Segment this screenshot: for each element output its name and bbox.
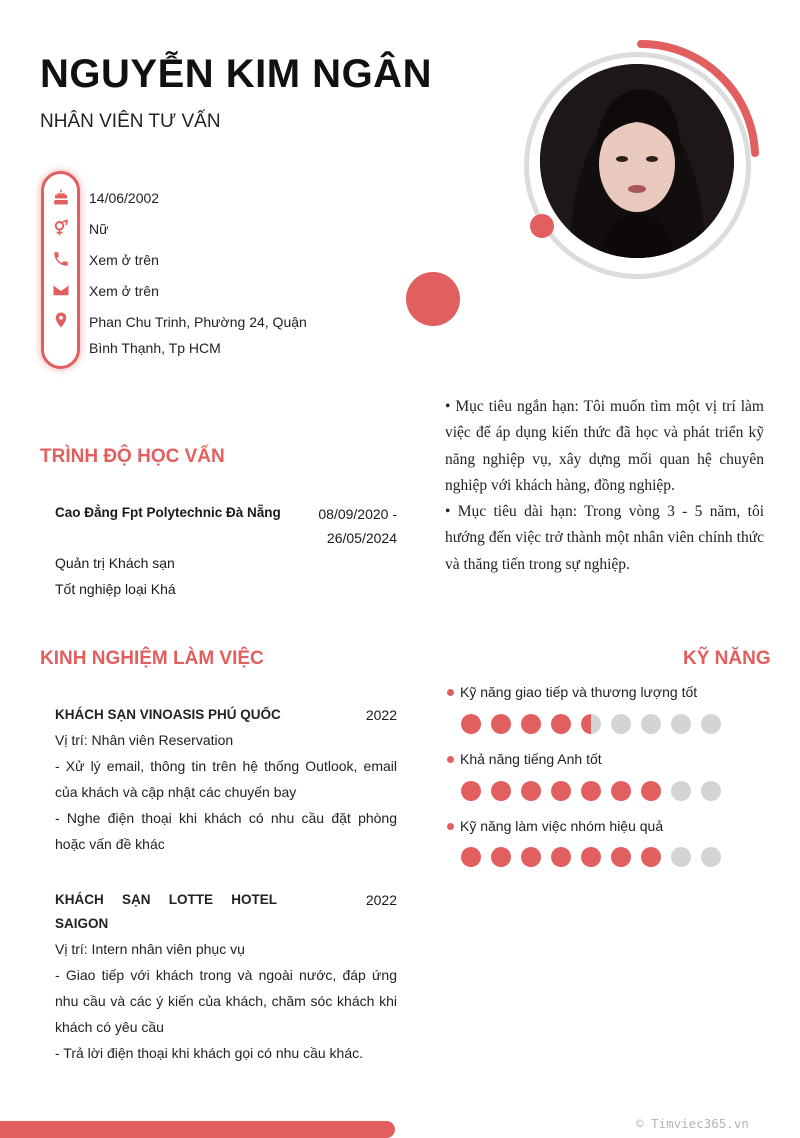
job-year: 2022 xyxy=(365,707,397,723)
education-school: Cao Đẳng Fpt Polytechnic Đà Nẵng xyxy=(55,505,281,520)
job-duty: - Giao tiếp với khách trong và ngoài nước, đáp ứng nhu cầu và các ý kiến của khách, chăm sóc khách khi khách có yêu cầu xyxy=(55,967,397,1035)
skill-bullet xyxy=(447,823,454,830)
footer-watermark: © Timviec365.vn xyxy=(636,1116,749,1131)
skill-bullet xyxy=(447,689,454,696)
skill-dot xyxy=(461,714,481,734)
location-pin-icon xyxy=(52,311,70,329)
skill-dot xyxy=(641,781,661,801)
job-company: KHÁCH SẠN LOTTE HOTEL SAIGON xyxy=(55,892,277,931)
skill-dot xyxy=(551,781,571,801)
skill-name: Kỹ năng giao tiếp và thương lượng tốt xyxy=(460,684,698,700)
skill-dot xyxy=(461,781,481,801)
job-position: Vị trí: Intern nhân viên phục vụ xyxy=(55,941,245,957)
skill-dot xyxy=(491,714,511,734)
skill-dot xyxy=(701,781,721,801)
job-duty: - Trả lời điện thoại khi khách gọi có nhu cầu khác. xyxy=(55,1045,364,1061)
footer-accent-bar xyxy=(0,1121,395,1138)
skill-name: Kỹ năng làm việc nhóm hiệu quả xyxy=(460,818,664,834)
skill-bullet xyxy=(447,756,454,763)
skill-dot xyxy=(611,847,631,867)
skill-dot xyxy=(641,714,661,734)
skill-dot xyxy=(671,714,691,734)
skill-rating xyxy=(461,714,721,734)
candidate-role: NHÂN VIÊN TƯ VẤN xyxy=(40,111,221,132)
contact-address: Phan Chu Trinh, Phường 24, Quận Bình Thạnh, Tp HCM xyxy=(89,314,307,356)
contact-email: Xem ở trên xyxy=(89,283,159,299)
skill-dot xyxy=(521,781,541,801)
skill-rating xyxy=(461,781,721,801)
career-objective xyxy=(445,394,764,578)
job-duty: - Nghe điện thoại khi khách có nhu cầu đặt phòng hoặc vấn đề khác xyxy=(55,810,397,852)
skill-name: Khả năng tiếng Anh tốt xyxy=(460,751,602,767)
decor-dot-large xyxy=(406,272,460,326)
email-icon xyxy=(52,281,70,299)
skill-dot xyxy=(701,714,721,734)
skill-dot xyxy=(581,847,601,867)
contact-gender: Nữ xyxy=(89,221,109,237)
education-date-end: 26/05/2024 xyxy=(326,530,397,546)
candidate-name: NGUYỄN KIM NGÂN xyxy=(40,52,432,96)
objective-long-term: • Mục tiêu dài hạn: Trong vòng 3 - 5 năm, tôi hướng đến việc trở thành một nhân viên chính thức và thăng tiến trong sự nghiệp. xyxy=(445,503,764,573)
education-title: TRÌNH ĐỘ HỌC VẤN xyxy=(40,446,225,467)
skills-title: KỸ NĂNG xyxy=(683,648,771,669)
skill-dot xyxy=(641,847,661,867)
contact-phone: Xem ở trên xyxy=(89,252,159,268)
job-entry xyxy=(55,703,397,857)
skill-dot xyxy=(491,781,511,801)
contact-birthdate: 14/06/2002 xyxy=(89,190,160,206)
skill-dot xyxy=(551,714,571,734)
skill-rating xyxy=(461,847,721,867)
skill-dot xyxy=(521,847,541,867)
skill-dot xyxy=(581,781,601,801)
education-date-start: 08/09/2020 - xyxy=(318,506,397,522)
skill-dot xyxy=(461,847,481,867)
skill-dot xyxy=(581,714,601,734)
decor-dot-small xyxy=(530,214,554,238)
phone-icon xyxy=(52,250,70,268)
skill-dot xyxy=(611,714,631,734)
experience-title: KINH NGHIỆM LÀM VIỆC xyxy=(40,648,264,669)
education-grade: Tốt nghiệp loại Khá xyxy=(55,581,176,597)
job-entry xyxy=(55,888,397,1066)
education-major: Quản trị Khách sạn xyxy=(55,555,175,571)
job-company: KHÁCH SẠN VINOASIS PHÚ QUỐC xyxy=(55,707,281,722)
skill-dot xyxy=(701,847,721,867)
job-position: Vị trí: Nhân viên Reservation xyxy=(55,732,234,748)
skill-dot xyxy=(551,847,571,867)
skill-dot xyxy=(521,714,541,734)
education-date xyxy=(300,502,397,550)
skill-dot xyxy=(611,781,631,801)
avatar xyxy=(540,64,734,258)
skill-dot xyxy=(671,847,691,867)
skill-dot xyxy=(671,781,691,801)
objective-short-term: • Mục tiêu ngắn hạn: Tôi muốn tìm một vị trí làm việc để áp dụng kiến thức đã học và phát triển kỹ năng nghiệp vụ, xây dựng mối quan hệ chuyên nghiệp với khách hàng, đồng nghiệp. xyxy=(445,398,764,494)
job-year: 2022 xyxy=(365,892,397,908)
gender-icon xyxy=(52,219,70,237)
skill-dot xyxy=(491,847,511,867)
job-duty: - Xử lý email, thông tin trên hệ thống Outlook, email của khách và cập nhật các chuyến bay xyxy=(55,758,397,800)
birthday-cake-icon xyxy=(52,188,70,206)
